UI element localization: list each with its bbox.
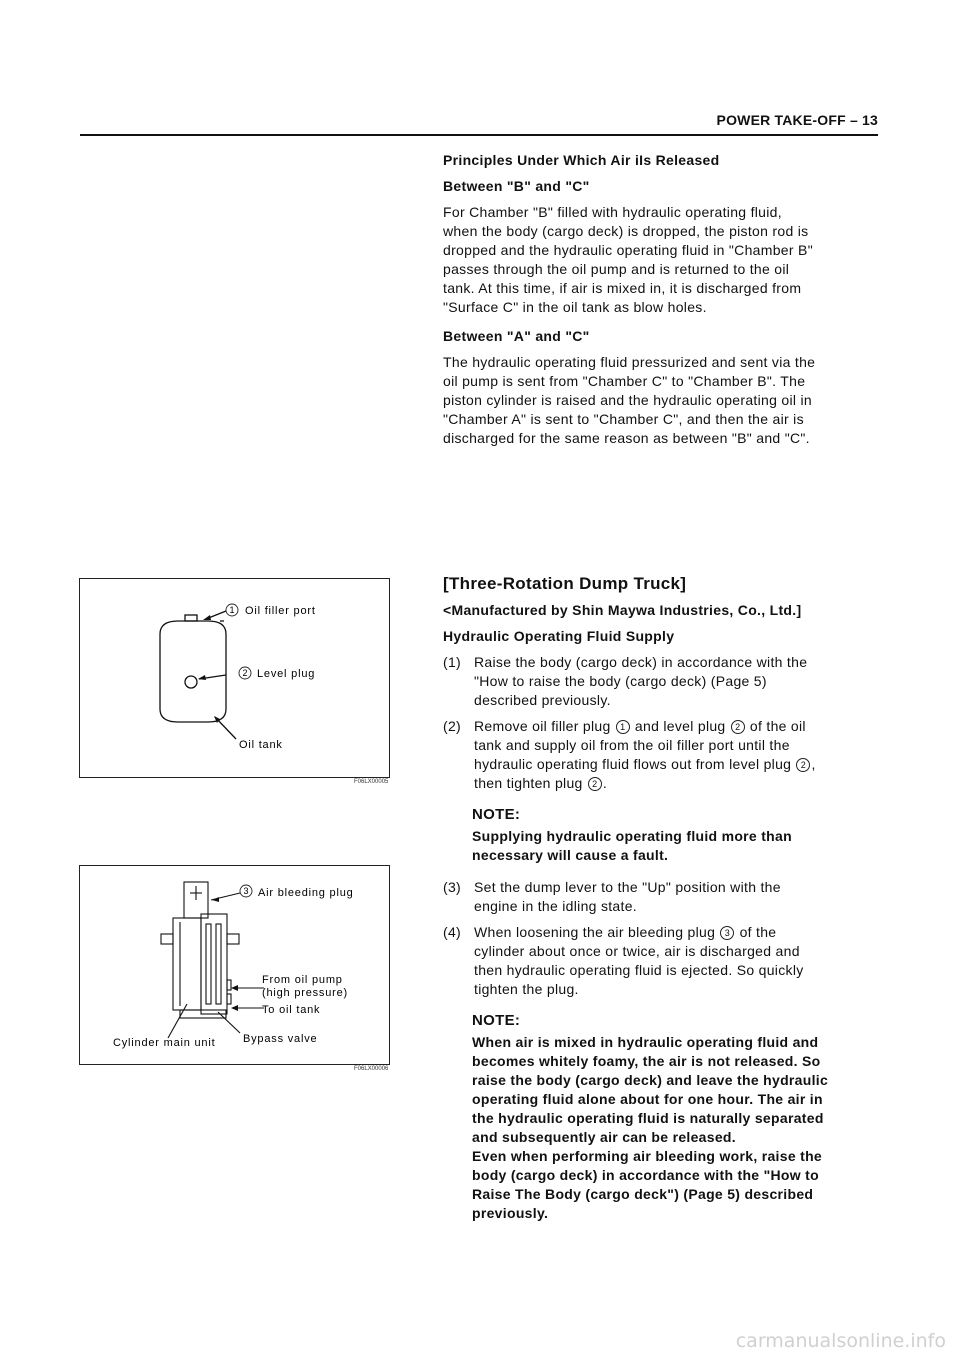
text-line: Even when performing air bleeding work, raise the (472, 1148, 823, 1164)
filler-cap-shape (185, 615, 197, 621)
label-bypass-valve: Bypass valve (243, 1033, 318, 1045)
subheading-a-c: Between "A" and "C" (443, 328, 590, 344)
step-1 (443, 653, 878, 710)
text-line: When loosening the air bleeding plug 3 of the (474, 924, 777, 940)
note-label: NOTE: (472, 806, 521, 823)
cylinder-diagram (80, 866, 389, 1064)
section-title: [Three-Rotation Dump Truck] (443, 574, 687, 593)
step-number: (1) (443, 654, 462, 670)
figure-cylinder (79, 865, 390, 1065)
figure-oil-tank (79, 578, 390, 778)
text-line: Raise The Body (cargo deck") (Page 5) described (472, 1186, 814, 1202)
text-line: becomes whitely foamy, the air is not released. So (472, 1053, 821, 1069)
text-line: When air is mixed in hydraulic operating fluid and (472, 1034, 819, 1050)
text-line: body (cargo deck) in accordance with the "How to (472, 1167, 819, 1183)
note-1 (472, 805, 878, 865)
label-level-plug: Level plug (257, 668, 316, 680)
label-oil-tank: Oil tank (239, 739, 283, 751)
text-line: "Chamber A" is sent to "Chamber C", and then the air is (443, 411, 804, 427)
level-plug-shape (185, 676, 197, 688)
text-line: For Chamber "B" filled with hydraulic operating fluid, (443, 204, 782, 220)
circled-number-3: 3 (720, 926, 734, 940)
text-line: Supplying hydraulic operating fluid more than (472, 828, 792, 844)
section-three-rotation (443, 573, 878, 1231)
text-line: previously. (472, 1205, 549, 1221)
text-line: and subsequently air can be released. (472, 1129, 736, 1145)
label-from-oil-pump: From oil pump (262, 974, 343, 986)
step-4 (443, 923, 878, 999)
valve-body (201, 914, 227, 1014)
text-line: Raise the body (cargo deck) in accordance with the (474, 654, 808, 670)
circled-number-2: 2 (588, 777, 602, 791)
note-label: NOTE: (472, 1012, 521, 1029)
text-line: hydraulic operating fluid flows out from level plug 2 , (474, 756, 816, 772)
note-text (472, 1033, 878, 1223)
label-cylinder-main-unit: Cylinder main unit (113, 1037, 216, 1049)
callout-number: 1 (229, 605, 235, 615)
text-line: raise the body (cargo deck) and leave the hydraulic (472, 1072, 829, 1088)
paragraph-a-c (443, 353, 878, 448)
label-air-bleeding-plug: Air bleeding plug (258, 887, 354, 899)
text-line: then hydraulic operating fluid is ejected. So quickly (474, 962, 804, 978)
paragraph-b-c (443, 203, 878, 317)
text-line: tank. At this time, if air is mixed in, it is discharged from (443, 280, 802, 296)
text-line: operating fluid alone about for one hour. The air in (472, 1091, 823, 1107)
note-text (472, 827, 878, 865)
text-line: "How to raise the body (cargo deck) (Page 5) (474, 673, 767, 689)
page-header (80, 112, 878, 136)
text-line: engine in the idling state. (474, 898, 637, 914)
callout-number: 3 (243, 886, 249, 896)
text-line: Set the dump lever to the "Up" position with the (474, 879, 781, 895)
step-3 (443, 878, 878, 916)
section-air-release (443, 151, 878, 455)
circled-number-2: 2 (731, 720, 745, 734)
figure-code: F06LX00006 (354, 1066, 389, 1072)
oil-tank-diagram (80, 579, 389, 777)
label-oil-filler-port: Oil filler port (245, 605, 316, 617)
cylinder-body (173, 918, 201, 1010)
tank-body-shape (160, 621, 226, 722)
text-line: necessary will cause a fault. (472, 847, 669, 863)
section-heading: Principles Under Which Air iIs Released (443, 152, 720, 168)
text-line: tighten the plug. (474, 981, 579, 997)
step-2 (443, 717, 878, 793)
text-line: discharged for the same reason as between "B" and "C". (443, 430, 810, 446)
text-line: tank and supply oil from the oil filler port until the (474, 737, 790, 753)
text-line: described previously. (474, 692, 611, 708)
note-2 (472, 1011, 878, 1223)
step-number: (2) (443, 718, 462, 734)
text-line: the hydraulic operating fluid is naturally separated (472, 1110, 824, 1126)
label-high-pressure: (high pressure) (262, 987, 348, 999)
text-line: cylinder about once or twice, air is discharged and (474, 943, 800, 959)
text-line: oil pump is sent from "Chamber C" to "Chamber B". The (443, 373, 806, 389)
circled-number-1: 1 (616, 720, 630, 734)
text-line: dropped and the hydraulic operating fluid in "Chamber B" (443, 242, 813, 258)
page-title: POWER TAKE-OFF – 13 (716, 112, 878, 128)
circled-number-2: 2 (796, 758, 810, 772)
callout-number: 2 (242, 668, 248, 678)
text-line: when the body (cargo deck) is dropped, the piston rod is (443, 223, 809, 239)
label-to-oil-tank: To oil tank (262, 1004, 321, 1016)
manufacturer-line: <Manufactured by Shin Maywa Industries, Co., Ltd.] (443, 602, 802, 618)
step-number: (3) (443, 879, 462, 895)
text-line: piston cylinder is raised and the hydraulic operating oil in (443, 392, 812, 408)
text-line: passes through the oil pump and is returned to the oil (443, 261, 790, 277)
text-line: Remove oil filler plug 1 and level plug 2 of the oil (474, 718, 806, 734)
figure-code: F06LX00005 (354, 779, 389, 785)
step-number: (4) (443, 924, 462, 940)
subheading-fluid-supply: Hydraulic Operating Fluid Supply (443, 628, 675, 644)
text-line: The hydraulic operating fluid pressurized and sent via the (443, 354, 816, 370)
watermark: carmanualsonline.info (735, 1330, 946, 1352)
text-line: then tighten plug 2 . (474, 775, 608, 791)
subheading-b-c: Between "B" and "C" (443, 178, 590, 194)
text-line: "Surface C" in the oil tank as blow holes. (443, 299, 707, 315)
